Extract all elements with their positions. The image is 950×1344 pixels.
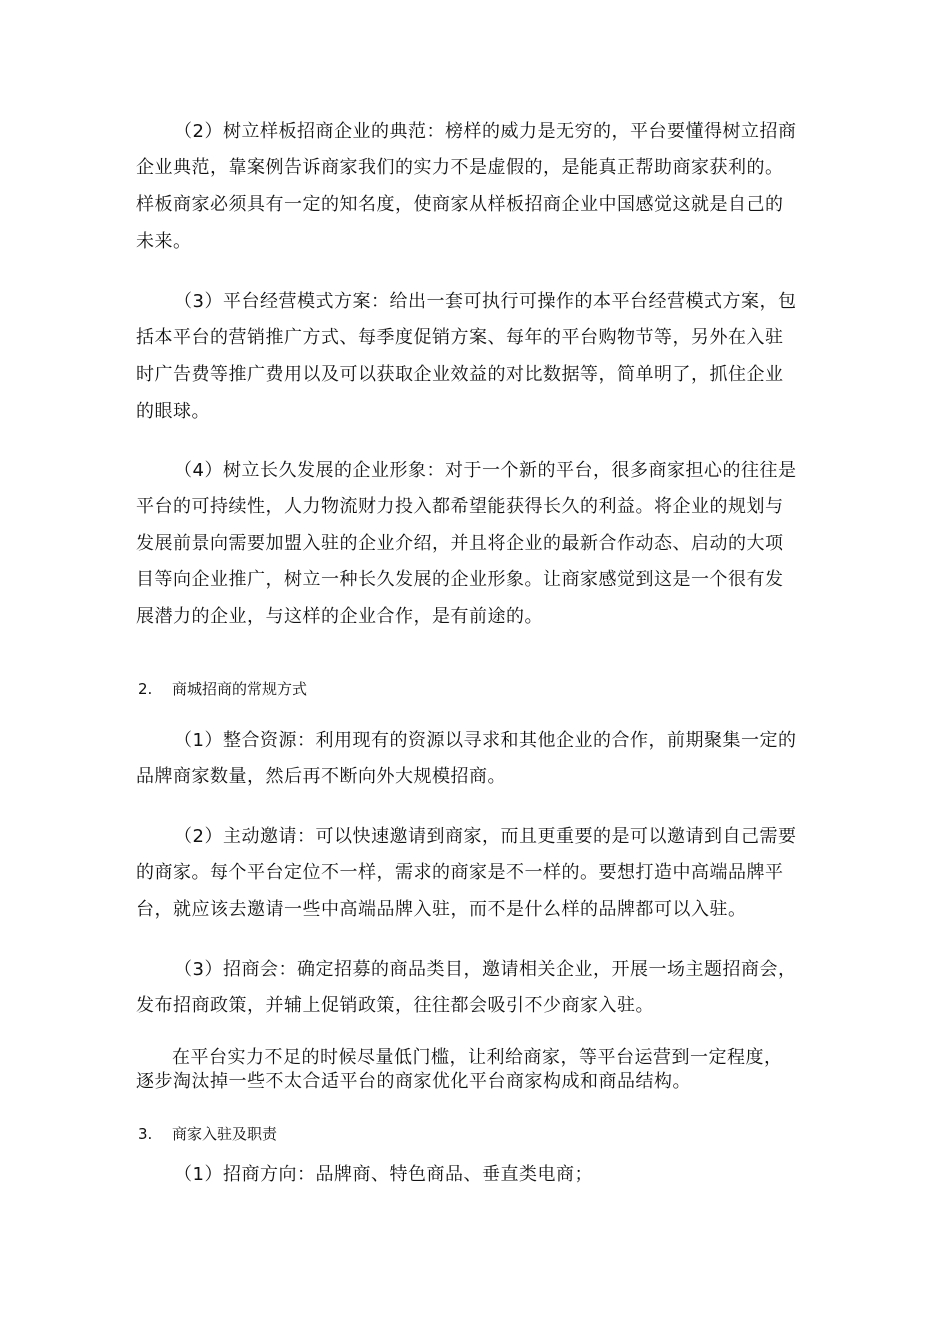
paragraph-line: 发布招商政策，并辅上促销政策，往往都会吸引不少商家入驻。: [136, 995, 654, 1016]
section-number: 2.: [138, 680, 153, 698]
section-title: 商城招商的常规方式: [172, 680, 308, 698]
paragraph-line: 括本平台的营销推广方式、每季度促销方案、每年的平台购物节等，另外在入驻: [136, 327, 784, 348]
paragraph-line: 台，就应该去邀请一些中高端品牌入驻，而不是什么样的品牌都可以入驻。: [136, 899, 747, 920]
paragraph-line: 逐步淘汰掉一些不太合适平台的商家优化平台商家构成和商品结构。: [136, 1071, 691, 1092]
paragraph-line: 企业典范，靠案例告诉商家我们的实力不是虚假的，是能真正帮助商家获利的。: [136, 157, 784, 178]
paragraph-line: （1）招商方向：品牌商、特色商品、垂直类电商；: [174, 1164, 593, 1185]
paragraph-line: 样板商家必须具有一定的知名度，使商家从样板招商企业中国感觉这就是自己的: [136, 194, 784, 215]
paragraph-line: （3）招商会：确定招募的商品类目，邀请相关企业，开展一场主题招商会，: [174, 959, 797, 980]
paragraph-line: 的商家。每个平台定位不一样，需求的商家是不一样的。要想打造中高端品牌平: [136, 862, 784, 883]
paragraph-line: 时广告费等推广费用以及可以获取企业效益的对比数据等，简单明了，抓住企业: [136, 364, 784, 385]
paragraph-line: 品牌商家数量，然后再不断向外大规模招商。: [136, 766, 506, 787]
paragraph-line: 平台的可持续性，人力物流财力投入都希望能获得长久的利益。将企业的规划与: [136, 496, 784, 517]
paragraph-line: （4）树立长久发展的企业形象：对于一个新的平台，很多商家担心的往往是: [174, 460, 797, 481]
paragraph-line: （3）平台经营模式方案：给出一套可执行可操作的本平台经营模式方案，包: [174, 291, 797, 312]
section-number: 3.: [138, 1125, 153, 1143]
paragraph-line: 未来。: [136, 231, 192, 252]
paragraph-line: （2）树立样板招商企业的典范：榜样的威力是无穷的，平台要懂得树立招商: [174, 121, 797, 142]
paragraph-line: 的眼球。: [136, 401, 210, 422]
paragraph-line: 展潜力的企业，与这样的企业合作，是有前途的。: [136, 606, 543, 627]
paragraph-line: （1）整合资源：利用现有的资源以寻求和其他企业的合作，前期聚集一定的: [174, 730, 797, 751]
paragraph-line: （2）主动邀请：可以快速邀请到商家，而且更重要的是可以邀请到自己需要: [174, 826, 797, 847]
section-heading: [138, 1124, 277, 1144]
section-heading: [138, 679, 307, 699]
section-title: 商家入驻及职责: [172, 1125, 278, 1143]
paragraph-line: 发展前景向需要加盟入驻的企业介绍，并且将企业的最新合作动态、启动的大项: [136, 533, 784, 554]
paragraph-line: 在平台实力不足的时候尽量低门槛，让利给商家，等平台运营到一定程度，: [172, 1047, 783, 1068]
paragraph-line: 目等向企业推广，树立一种长久发展的企业形象。让商家感觉到这是一个很有发: [136, 569, 784, 590]
